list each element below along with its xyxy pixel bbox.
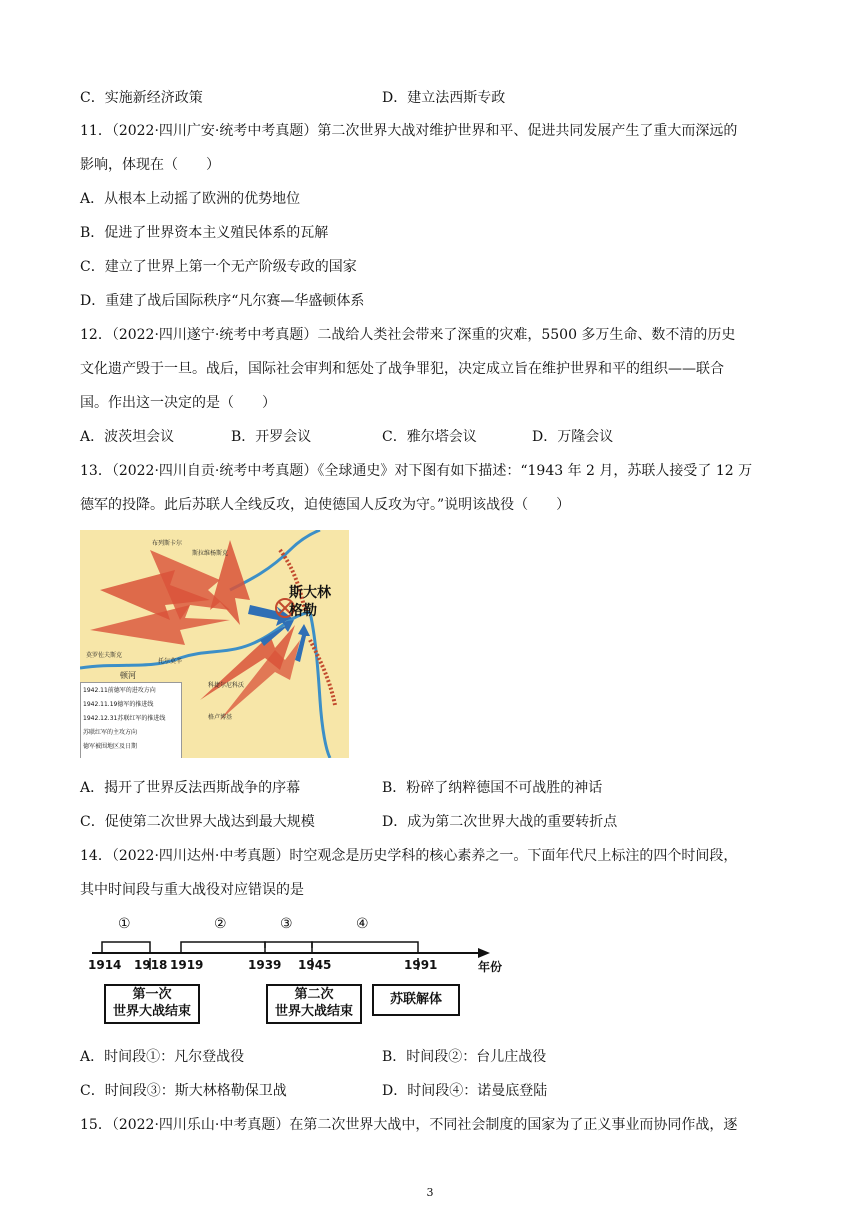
q14-option-b: B．时间段②：台儿庄战役 <box>382 1049 547 1065</box>
map-city-line2: 格勒 <box>289 603 317 619</box>
legend-entry: 德军被围地区及日期 <box>83 743 138 750</box>
map-place: 科捷尔尼科沃 <box>208 682 245 689</box>
timeline-box-line: 第一次 <box>132 987 172 1002</box>
q11-option-d: D．重建了战后国际秩序“凡尔赛—华盛顿体系 <box>80 293 365 309</box>
timeline-box-line: 世界大战结束 <box>274 1004 353 1019</box>
map-place: 格卢博基 <box>208 714 233 721</box>
map-place: 托尔莫辛 <box>158 658 183 665</box>
q14-option-c: C．时间段③：斯大林格勒保卫战 <box>80 1083 287 1099</box>
legend-entry: 1942.11前德军的进攻方向 <box>83 687 156 694</box>
timeline-year: 1918 <box>134 958 168 972</box>
timeline-box-line: 第二次 <box>294 987 334 1002</box>
q11-stem-line2: 影响，体现在（ ） <box>80 157 220 173</box>
q14-stem-line1: 14．（2022·四川达州·中考真题）时空观念是历史学科的核心素养之一。下面年代尺上标注的四个时间段， <box>80 848 738 864</box>
map-river-label: 顿河 <box>120 671 136 680</box>
timeline-period-3: ③ <box>280 916 293 932</box>
q14-stem-line2: 其中时间段与重大战役对应错误的是 <box>80 882 304 898</box>
timeline-year: 1945 <box>298 958 332 972</box>
timeline-year: 1919 <box>170 958 204 972</box>
q13-stem-line1: 13．（2022·四川自贡·统考中考真题）《全球通史》对下图有如下描述：“1943 年 2 月，苏联人接受了 12 万 <box>80 463 753 479</box>
timeline-year: 1991 <box>404 958 438 972</box>
q10-option-d: D．建立法西斯专政 <box>382 90 506 106</box>
q13-option-a: A．揭开了世界反法西斯战争的序幕 <box>80 780 301 796</box>
map-place: 莫罗佐夫斯克 <box>86 652 123 659</box>
q12-stem-line3: 国。作出这一决定的是（ ） <box>80 395 276 411</box>
q11-option-b: B．促进了世界资本主义殖民体系的瓦解 <box>80 225 329 241</box>
q14-option-d: D．时间段④：诺曼底登陆 <box>382 1083 548 1099</box>
q13-stem-line2: 德军的投降。此后苏联人全线反攻，迫使德国人反攻为守。”说明该战役（ ） <box>80 497 571 513</box>
q12-option-c: C．雅尔塔会议 <box>382 429 477 445</box>
q12-option-d: D．万隆会议 <box>532 429 614 445</box>
map-city-stalingrad <box>289 584 331 620</box>
map-place: 斯拉维杨斯克 <box>192 550 229 557</box>
timeline-figure <box>80 910 520 1030</box>
q12-option-a: A．波茨坦会议 <box>80 429 175 445</box>
map-place: 布列斯卡尔 <box>152 540 183 547</box>
legend-entry: 1942.11.19德军的推进线 <box>83 701 154 708</box>
timeline-period-4: ④ <box>356 916 369 932</box>
timeline-box-line: 世界大战结束 <box>112 1004 191 1019</box>
timeline-period-1: ① <box>118 916 131 932</box>
map-city-line1: 斯大林 <box>289 585 331 601</box>
q14-option-a: A．时间段①：凡尔登战役 <box>80 1049 245 1065</box>
q11-option-c: C．建立了世界上第一个无产阶级专政的国家 <box>80 259 357 275</box>
q13-option-d: D．成为第二次世界大战的重要转折点 <box>382 814 618 830</box>
q10-option-c: C．实施新经济政策 <box>80 90 203 106</box>
timeline-year: 1939 <box>248 958 282 972</box>
q12-stem-line2: 文化遗产毁于一旦。战后，国际社会审判和惩处了战争罪犯，决定成立旨在维护世界和平的组织——联合 <box>80 361 724 377</box>
timeline-box-ww2 <box>266 984 362 1024</box>
q13-option-c: C．促使第二次世界大战达到最大规模 <box>80 814 315 830</box>
timeline-period-2: ② <box>214 916 227 932</box>
legend-entry: 1942.12.31苏联红军的推进线 <box>83 715 166 722</box>
timeline-box-ussr <box>372 984 460 1016</box>
timeline-box-line: 苏联解体 <box>389 992 442 1007</box>
q12-stem-line1: 12．（2022·四川遂宁·统考中考真题）二战给人类社会带来了深重的灾难，5500 多万生命、数不清的历史 <box>80 327 736 343</box>
q13-option-b: B．粉碎了纳粹德国不可战胜的神话 <box>382 780 603 796</box>
map-legend <box>80 682 182 758</box>
q15-stem-line1: 15．（2022·四川乐山·中考真题）在第二次世界大战中，不同社会制度的国家为了正义事业而协同作战，逐 <box>80 1117 738 1133</box>
page-number: 3 <box>426 1186 434 1199</box>
timeline-box-ww1 <box>104 984 200 1024</box>
q11-option-a: A．从根本上动摇了欧洲的优势地位 <box>80 191 301 207</box>
legend-entry: 苏联红军的主攻方向 <box>83 729 138 736</box>
q12-option-b: B．开罗会议 <box>231 429 312 445</box>
timeline-unit: 年份 <box>478 960 503 974</box>
timeline-year: 1914 <box>88 958 122 972</box>
q11-stem-line1: 11．（2022·四川广安·统考中考真题）第二次世界大战对维护世界和平、促进共同发展产生了重大而深远的 <box>80 123 738 139</box>
stalingrad-battle-map <box>80 530 349 758</box>
